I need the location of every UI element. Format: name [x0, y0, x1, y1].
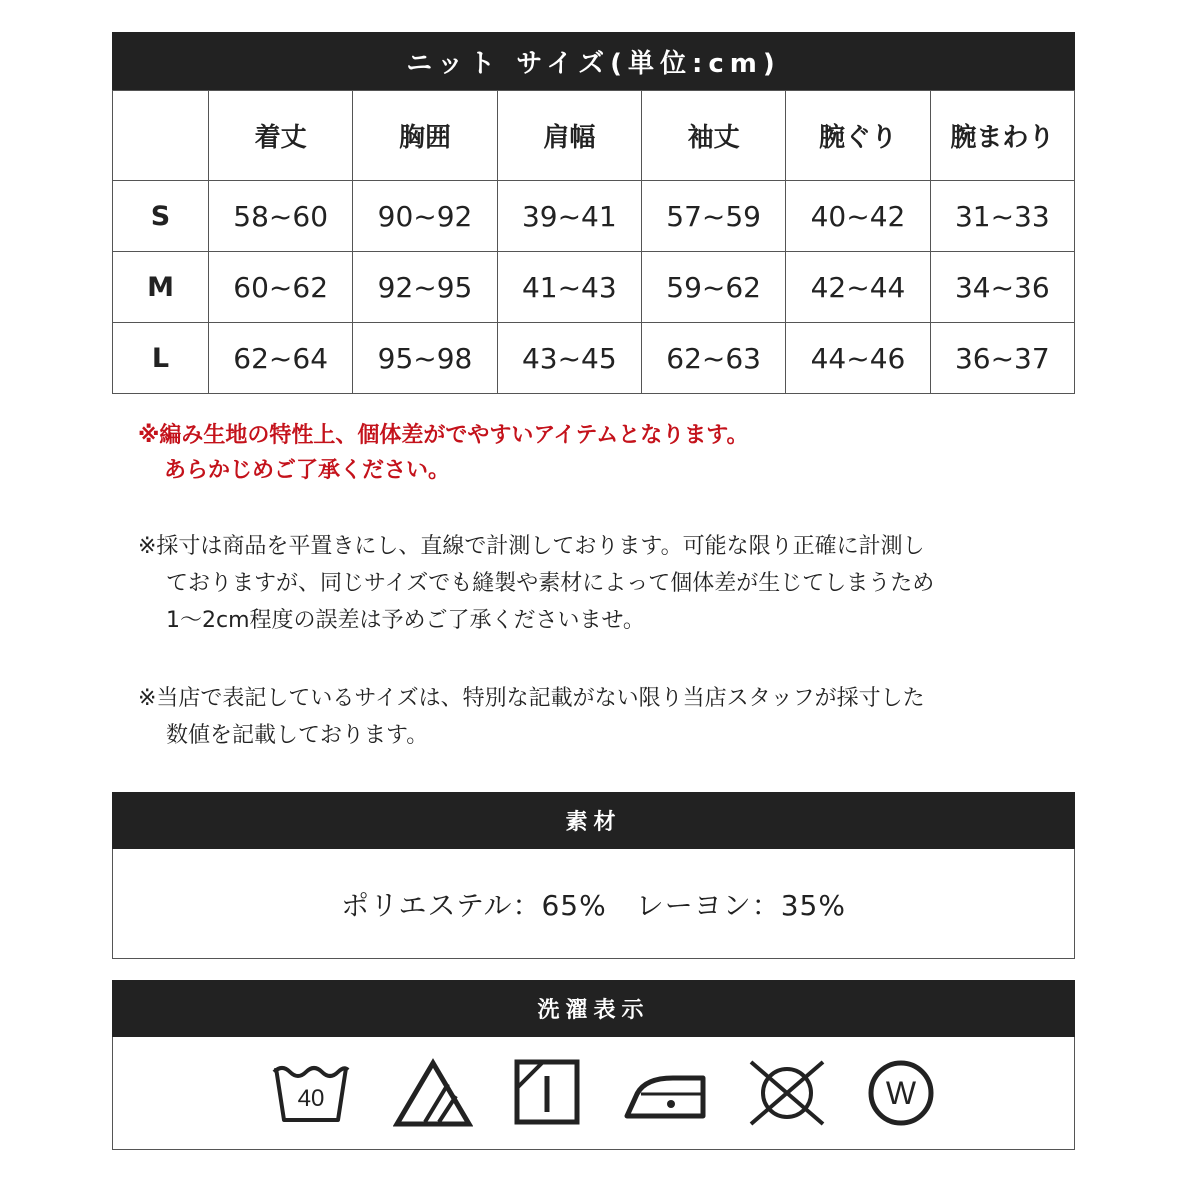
material-section — [112, 792, 1075, 959]
size-table-header — [113, 91, 1075, 181]
size-section — [112, 32, 1075, 394]
wet-cleaning-label: W — [885, 1075, 917, 1111]
iron-low-icon — [623, 1058, 709, 1128]
care-title: 洗濯表示 — [112, 980, 1075, 1037]
table-cell: 31~33 — [930, 181, 1074, 252]
table-cell: 40~42 — [786, 181, 930, 252]
table-cell: 90~92 — [353, 181, 497, 252]
wet-cleaning-icon — [865, 1058, 937, 1128]
measurement-note — [138, 528, 934, 639]
table-row — [113, 252, 1075, 323]
table-cell: 62~64 — [209, 323, 353, 394]
note-line: ※当店で表記しているサイズは、特別な記載がない限り当店スタッフが採寸した — [138, 686, 925, 711]
table-cell: 58~60 — [209, 181, 353, 252]
warning-line-2: あらかじめご了承ください。 — [164, 458, 451, 483]
table-cell: 34~36 — [930, 252, 1074, 323]
table-cell: 41~43 — [497, 252, 641, 323]
material-title: 素材 — [112, 792, 1075, 849]
table-cell: 43~45 — [497, 323, 641, 394]
note-line: 数値を記載しております。 — [166, 723, 429, 748]
table-cell: 36~37 — [930, 323, 1074, 394]
note-line: ておりますが、同じサイズでも縫製や素材によって個体差が生じてしまうため — [166, 571, 935, 596]
column-header-sleeve: 袖丈 — [641, 91, 785, 181]
non-chlorine-bleach-icon — [393, 1058, 473, 1128]
knit-warning-note — [138, 418, 749, 488]
table-cell: 62~63 — [641, 323, 785, 394]
table-cell: 60~62 — [209, 252, 353, 323]
table-corner-cell — [113, 91, 209, 181]
size-label: M — [113, 252, 209, 323]
size-label: L — [113, 323, 209, 394]
column-header-armhole: 腕ぐり — [786, 91, 930, 181]
note-line: 1～2cm程度の誤差は予めご了承くださいませ。 — [166, 608, 645, 633]
note-line: ※採寸は商品を平置きにし、直線で計測しております。可能な限り正確に計測し — [138, 534, 925, 559]
table-cell: 44~46 — [786, 323, 930, 394]
column-header-chest: 胸囲 — [353, 91, 497, 181]
size-section-title: ニット サイズ(単位:cm) — [112, 32, 1075, 90]
wash-temperature-label: 40 — [297, 1085, 325, 1112]
size-source-note — [138, 680, 925, 754]
no-tumble-dry-icon — [745, 1058, 829, 1128]
size-label: S — [113, 181, 209, 252]
table-cell: 39~41 — [497, 181, 641, 252]
table-cell: 57~59 — [641, 181, 785, 252]
column-header-shoulder: 肩幅 — [497, 91, 641, 181]
column-header-arm-circumference: 腕まわり — [930, 91, 1074, 181]
wash-40-icon — [271, 1058, 351, 1128]
warning-line-1: ※編み生地の特性上、個体差がでやすいアイテムとなります。 — [138, 423, 749, 448]
table-row — [113, 181, 1075, 252]
table-cell: 92~95 — [353, 252, 497, 323]
size-table — [112, 90, 1075, 394]
line-dry-shade-icon — [513, 1058, 583, 1128]
column-header-length: 着丈 — [209, 91, 353, 181]
table-cell: 59~62 — [641, 252, 785, 323]
material-composition: ポリエステル：65% レーヨン：35% — [341, 888, 846, 922]
care-section — [112, 980, 1075, 1150]
table-cell: 95~98 — [353, 323, 497, 394]
care-icons-row — [113, 1038, 1074, 1149]
table-cell: 42~44 — [786, 252, 930, 323]
table-row — [113, 323, 1075, 394]
